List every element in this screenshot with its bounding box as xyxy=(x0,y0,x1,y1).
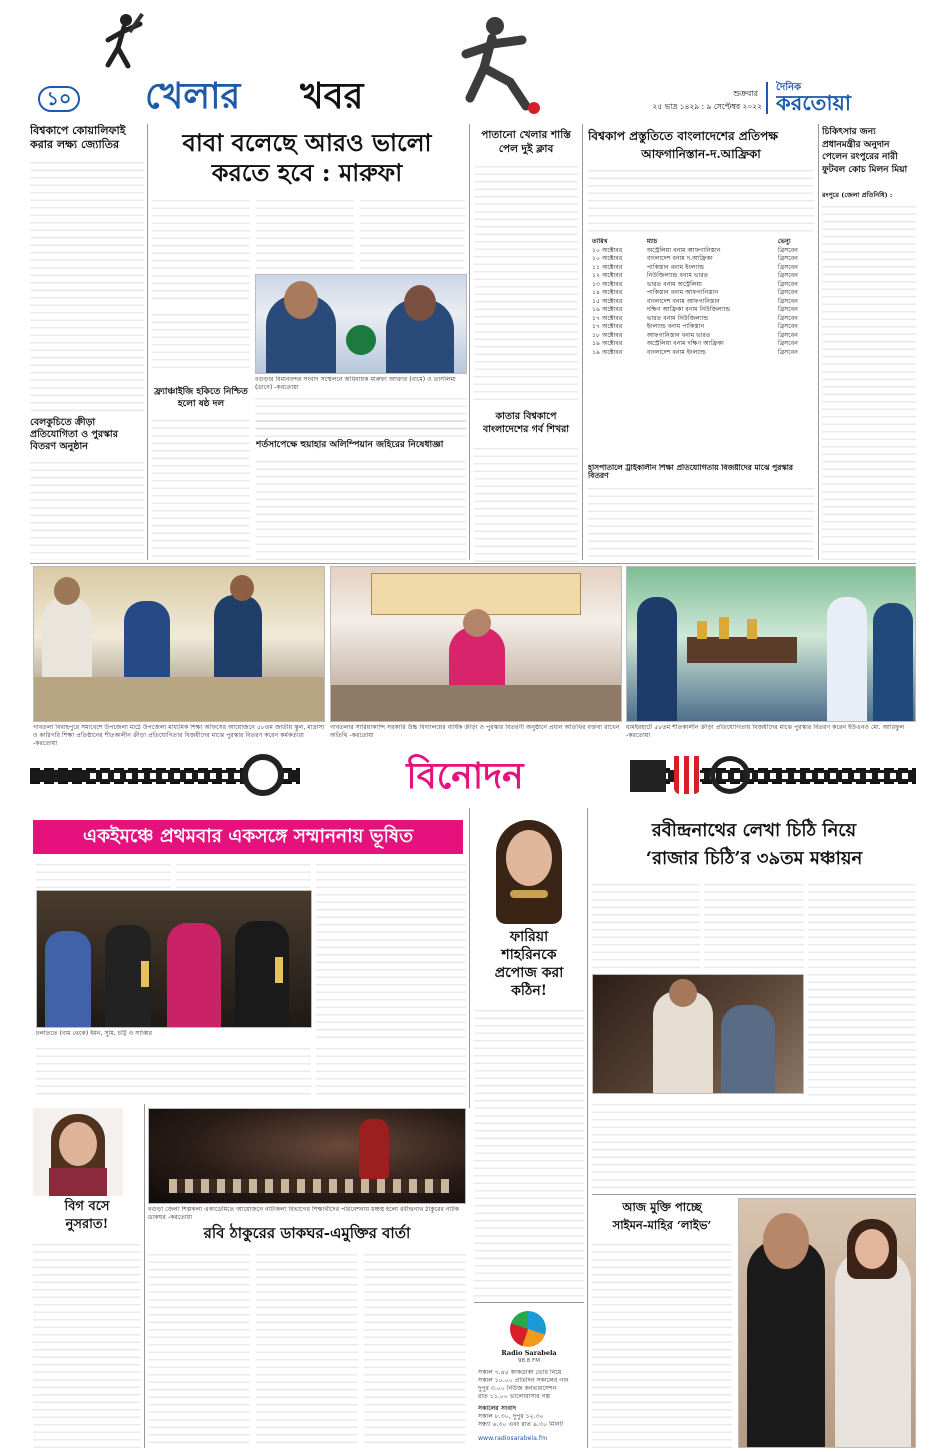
right-col-body xyxy=(822,200,916,562)
ent-story-4-photo xyxy=(33,1108,123,1196)
col4-lower-body xyxy=(588,482,814,562)
schedule-date: ১০ অক্টোবর xyxy=(592,246,623,254)
schedule-row xyxy=(588,349,814,358)
schedule-row xyxy=(588,247,814,256)
clapperboard-icon xyxy=(630,760,666,792)
sports-photo-3-caption: ধামইরহাটে ৫৮তম শীতকালীন ক্রীড়া প্রতিযোগিতায় বিজয়ীদের মাঝে পুরস্কার বিতরণ করেন ইউএনও মো. আরিফুল -করতোয়া xyxy=(626,724,905,739)
ent-story-3-body-col-1 xyxy=(592,878,700,972)
ent-story-1-caption: চলতিতে (বাম থেকে) ইমন, সুমি, চট্টি ও সাব্বির xyxy=(36,1030,153,1037)
film-camera-icon xyxy=(710,756,750,794)
zahir-headline: শর্তসাপেক্ষে হুয়াহার অলিম্পিয়ান জহিরের নিষেধাজ্ঞা xyxy=(256,440,444,450)
ent-story-4-body xyxy=(33,1238,141,1448)
schedule-match: অস্ট্রেলিয়া বনাম দক্ষিণ আফ্রিকা xyxy=(646,340,724,347)
ent-story-2-title-3: প্রপোজ করা xyxy=(494,965,564,981)
schedule-row xyxy=(588,264,814,273)
col3-story-2-body xyxy=(474,442,578,562)
section-title-khobor: খবর xyxy=(300,75,364,116)
schedule-date: ১২ অক্টোবর xyxy=(592,272,623,279)
radio-line-3: দুপুর ৩.০০ নিউজ কনভারসেশন xyxy=(478,1385,557,1392)
ent-story-1-body-lower-2 xyxy=(316,1042,466,1100)
ent-story-3-headline-1: রবীন্দ্রনাথের লেখা চিঠি নিয়ে xyxy=(651,820,857,841)
schedule-match: নিউজিল্যান্ড বনাম ভারত xyxy=(646,272,709,279)
col3-story-2-headline: কাতার বিশ্বকাপে বাংলাদেশের গর্ব শিখরা xyxy=(482,411,570,435)
sports-photo-3 xyxy=(626,566,916,722)
paper-logo: করতোয়া xyxy=(776,90,851,115)
ent-story-6-headline-2: সাইমন-মাহির ‘লাইভ’ xyxy=(612,1218,712,1232)
schedule-venue: ব্রিসবেন xyxy=(778,255,798,262)
schedule-date: ১৭ অক্টোবর xyxy=(592,314,623,322)
schedule-match: বাংলাদেশ বনাম ইংল্যান্ড xyxy=(646,348,706,356)
radio-line-2: সকাল ১০.০০ প্রতিদিন সকালের গান xyxy=(478,1377,569,1384)
radio-logo-icon xyxy=(510,1311,546,1347)
ent-story-5-photo xyxy=(148,1108,466,1204)
sports-photo-2 xyxy=(330,566,622,722)
right-col-headline: চিকিৎসার জন্য প্রধানমন্ত্রীর অনুদান পেলেন রংপুরের নারী ফুটবল কোচ মিলন মিয়া xyxy=(822,127,908,175)
lead-body-lower-left xyxy=(152,308,250,374)
lead-photo-caption: বগুড়ার বিমানবন্দর সংবাদ সম্মেলনে অধিনায়ক মারুফা আক্তার (বামে) ও তাসলিমা (ডানে) -করতোয়া xyxy=(255,376,456,391)
ent-story-1-body-col-1 xyxy=(36,858,171,888)
schedule-match: অস্ট্রেলিয়া বনাম আফগানিস্তান xyxy=(646,246,721,254)
schedule-venue: ব্রিসবেন xyxy=(778,289,798,296)
hockey-headline: ফ্র্যাঞ্চাইজি হকিতে নিশ্চিত হলো ষষ্ঠ দল xyxy=(154,387,248,409)
masthead xyxy=(0,0,945,116)
left-story-2-body xyxy=(30,456,144,560)
schedule-venue: ব্রিসবেন xyxy=(778,272,798,279)
schedule-venue: ব্রিসবেন xyxy=(778,323,798,330)
radio-time-2: সন্ধ্যা ৬.৩০ এবং রাত ৯.৩০ মিনিট xyxy=(478,1421,564,1428)
ent-story-5-body-col-1 xyxy=(148,1248,250,1448)
ent-story-4-title-1: বিগ বসে xyxy=(64,1199,110,1214)
schedule-row xyxy=(588,298,814,307)
schedule-date: ১১ অক্টোবর xyxy=(592,263,623,271)
schedule-venue: ব্রিসবেন xyxy=(778,280,798,288)
schedule-date: ১৪ অক্টোবর xyxy=(592,289,623,296)
schedule-header-venue: ভেন্যু xyxy=(778,238,791,245)
schedule-venue: ব্রিসবেন xyxy=(778,297,798,305)
ent-story-5-headline: রবি ঠাকুরের ডাকঘর-এমুক্তির বার্তা xyxy=(203,1224,411,1242)
ent-story-3-photo xyxy=(592,974,804,1094)
schedule-date: ১৯ অক্টোবর xyxy=(592,348,623,356)
wc-subheadline: আফগানিস্তান-দ.আফ্রিকা xyxy=(641,147,761,161)
sports-left-column xyxy=(30,124,144,560)
schedule-match: ভারত বনাম নিউজিল্যান্ড xyxy=(646,314,709,322)
schedule-date: ১৮ অক্টোবর xyxy=(592,331,623,339)
section-title-khelar: খেলার xyxy=(145,75,241,116)
hockey-body-2 xyxy=(256,414,466,434)
radio-url[interactable]: www.radiosarabela.fm xyxy=(478,1435,548,1442)
ent-story-2-photo xyxy=(474,812,584,924)
day-label: শুক্রবার xyxy=(733,89,758,98)
schedule-venue: ব্রিসবেন xyxy=(778,306,798,313)
schedule-header-date: তারিখ xyxy=(592,238,608,245)
ent-story-2-title-2: শাহরিনকে xyxy=(501,947,557,963)
ent-story-5-caption: বগুড়া জেলা শিল্পকলা একাডেমিতে আয়োজনে নাট্যকলা বিভাগের শিক্ষার্থীদের পরিবেশনায় মঞ্চস্থ হলো রবীন্দ্রনাথ ঠাকুরের নাটক ডাকঘর -করতোয়া xyxy=(148,1206,460,1221)
sports-photo-2-caption: গাবতলার সারিয়াকান্দি সরকারি উচ্চ বিদ্যালয়ের বার্ষিক ক্রীড়া ও পুরস্কার বিতরণী অনুষ্ঠানে প্রধান অতিথির বক্তব্য রাখেন অতিথি -করতোয়া xyxy=(330,724,620,739)
ent-story-3-body-lower xyxy=(592,1098,916,1190)
schedule-row xyxy=(588,306,814,315)
lead-headline-line-2: করতে হবে : মারুফা xyxy=(211,158,403,187)
lead-headline-line-1: বাবা বলেছে আরও ভালো xyxy=(182,128,432,157)
wc-schedule-table xyxy=(588,238,814,458)
paper-name-small: দৈনিক xyxy=(776,82,802,93)
ent-story-5-body-col-2 xyxy=(256,1248,358,1448)
right-col-dateline: রংপুরে (জেলা প্রতিনিধি) : xyxy=(822,191,893,199)
schedule-row xyxy=(588,315,814,324)
schedule-row xyxy=(588,272,814,281)
radio-freq: 98.8 FM xyxy=(518,1358,540,1364)
schedule-match: বাংলাদেশ বনাম আফগানিস্তান xyxy=(646,297,720,305)
schedule-venue: ব্রিসবেন xyxy=(778,340,798,347)
ent-story-1-body-lower xyxy=(36,1042,311,1100)
schedule-date: ১৫ অক্টোবর xyxy=(592,297,623,305)
ent-story-3-body-col-3 xyxy=(808,878,916,1100)
col3-story-1-headline: পাতানো খেলার শাস্তি পেল দুই ক্লাব xyxy=(481,129,571,155)
hockey-body xyxy=(152,414,250,562)
schedule-match: পাকিস্তান বনাম আফগানিস্তান xyxy=(646,289,719,296)
radio-name: Radio Sarabela xyxy=(501,1349,557,1357)
wc-headline: বিশ্বকাপ প্রস্তুতিতে বাংলাদেশের প্রতিপক্ষ xyxy=(588,129,779,143)
cricket-player-icon xyxy=(88,10,158,80)
ent-story-1-photo xyxy=(36,890,312,1028)
masthead-divider xyxy=(766,82,768,114)
schedule-venue: ব্রিসবেন xyxy=(778,331,798,339)
popcorn-icon xyxy=(674,756,700,794)
page-number: ১০ xyxy=(46,88,72,110)
schedule-row xyxy=(588,281,814,290)
ent-story-2-title-4: কঠিন! xyxy=(511,983,547,999)
col4-lower-headline: হাসপাতালে ট্রাইকালীন শিক্ষা প্রতিযোগিতায় বিজয়ীদের মাঝে পুরস্কার বিতরণ xyxy=(588,464,794,480)
schedule-date: ১৬ অক্টোবর xyxy=(592,306,623,313)
ent-story-1-headline: একইমঞ্চে প্রথমবার একসঙ্গে সম্মাননায় ভূষিত xyxy=(83,826,413,847)
ent-story-6-headline-1: আজ মুক্তি পাচ্ছে xyxy=(622,1200,702,1214)
radio-box xyxy=(474,1302,584,1448)
ent-story-3-body-col-2 xyxy=(704,878,804,972)
football-player-icon xyxy=(440,10,550,115)
schedule-date: ১৯ অক্টোবর xyxy=(592,340,623,347)
sports-photo-1 xyxy=(33,566,325,722)
zahir-body xyxy=(256,455,466,562)
schedule-date: ১৩ অক্টোবর xyxy=(592,280,623,288)
schedule-row xyxy=(588,332,814,341)
lead-body-col-1 xyxy=(152,194,250,304)
schedule-match: ভারত বনাম অস্ট্রেলিয়া xyxy=(646,280,702,288)
left-story-1-headline: বিশ্বকাপে কোয়ালিফাই করার লক্ষ্য জ্যোতির xyxy=(30,124,126,151)
schedule-date: ১০ অক্টোবর xyxy=(592,255,623,262)
schedule-venue: ব্রিসবেন xyxy=(778,348,798,356)
radio-time-1: সকাল ৮.৩০, দুপুর ১২.৩০ xyxy=(478,1413,544,1420)
film-reel-icon xyxy=(242,754,284,796)
schedule-match: দক্ষিণ আফ্রিকা বনাম নিউজিল্যান্ড xyxy=(646,306,731,313)
wc-body xyxy=(588,164,814,236)
schedule-venue: ব্রিসবেন xyxy=(778,314,798,322)
schedule-venue: ব্রিসবেন xyxy=(778,263,798,271)
schedule-row xyxy=(588,340,814,349)
entertainment-banner xyxy=(30,752,916,800)
ent-story-6-photo xyxy=(738,1198,916,1448)
schedule-match: বাংলাদেশ বনাম দ.আফ্রিকা xyxy=(646,255,713,262)
lead-photo xyxy=(255,274,467,374)
schedule-date: ১৭ অক্টোবর xyxy=(592,323,623,330)
schedule-header-match: ম্যাচ xyxy=(646,238,658,245)
left-story-2-headline: বেলকুচিতে ক্রীড়া প্রতিযোগিতা ও পুরস্কার বিতরণ অনুষ্ঠান xyxy=(30,417,118,452)
ent-story-2-title-1: ফারিয়া xyxy=(509,929,549,945)
schedule-match: আফগানিস্তান বনাম ভারত xyxy=(646,331,711,339)
ent-story-6-body xyxy=(592,1238,732,1448)
left-story-1-body xyxy=(30,156,144,411)
issue-date: ২৫ ভাদ্র ১৪২৯ : ৯ সেপ্টেম্বর ২০২২ xyxy=(652,102,762,111)
sports-photo-1-caption: গাবতলা বিবাহপুরে সমাবেশে উপজেলা মাঠে উপজেলা মাধ্যমিক শিক্ষা অফিসের আয়োজনে ৫৮তম জাতীয় স্কুল, মাদ্রাসা ও কারিগরি শিক্ষা প্রতিষ্ঠানের শীতকালীন ক্রীড়া প্রতিযোগিতার বিজয়ীদের মাঝে পুরস্কার বিতরণ করেন কর্মকর্তারা -করতোয়া xyxy=(33,724,325,747)
entertainment-title: বিনোদন xyxy=(406,755,524,797)
ent-story-5-body-col-3 xyxy=(364,1248,466,1448)
schedule-row xyxy=(588,323,814,332)
ent-story-4-title-2: নুসরাত! xyxy=(65,1217,109,1232)
radio-schedule-title: সকালের সংবাদ xyxy=(478,1405,517,1412)
radio-line-4: রাত ১১.০০ ভালোবাসার গল্প xyxy=(478,1393,551,1400)
schedule-match: পাকিস্তান বনাম ইংল্যান্ড xyxy=(646,263,705,271)
col3-story-1-body xyxy=(474,160,578,405)
radio-line-1: সকাল ৭.৪৫ কাকডাকা ভোর নিয়ে xyxy=(478,1369,562,1376)
schedule-row xyxy=(588,255,814,264)
schedule-row xyxy=(588,289,814,298)
ent-story-3-headline-2: ‘রাজার চিঠি’র ৩৯তম মঞ্চায়ন xyxy=(645,848,863,869)
ent-story-2-body xyxy=(474,1004,584,1300)
ent-story-1-body-col-3 xyxy=(316,858,466,1040)
schedule-match: ইংল্যান্ড বনাম পাকিস্তান xyxy=(646,323,705,330)
ent-story-1-body-col-2 xyxy=(176,858,311,888)
schedule-venue: ব্রিসবেন xyxy=(778,246,798,254)
